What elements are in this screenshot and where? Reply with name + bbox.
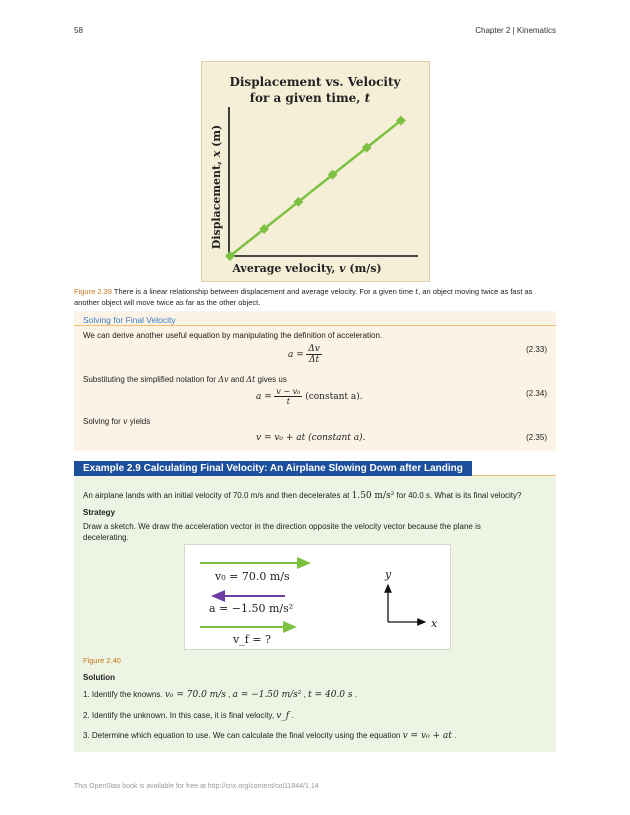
chapter-title: Chapter 2 | Kinematics xyxy=(475,26,556,35)
example-2-9 xyxy=(74,475,556,752)
x-axis-label: Average velocity, v (m/s) xyxy=(232,262,382,275)
displacement-velocity-chart xyxy=(202,62,429,281)
substitute-text: Substituting the simplified notation for Δv and Δt gives us xyxy=(83,375,287,384)
chart-title-line1: Displacement vs. Velocity xyxy=(229,75,401,89)
equation-2-35: v = v₀ + at (constant a). xyxy=(256,433,366,443)
final-velocity-box xyxy=(74,311,556,451)
solution-heading: Solution xyxy=(83,673,115,682)
y-axis-letter: y xyxy=(385,568,392,581)
problem-statement: An airplane lands with an initial velocity of 70.0 m/s and then decelerates at 1.50 m/s² for 40.0 s. What is its final velocity? xyxy=(83,491,522,501)
figure-2-39-caption: Figure 2.39 There is a linear relationship between displacement and average velocity. For a given time t, an object moving twice as fast as another object will move twice as far as the other object. xyxy=(74,287,533,307)
solution-step-1: 1. Identify the knowns. v₀ = 70.0 m/s , a = −1.50 m/s² , t = 40.0 s . xyxy=(83,690,357,700)
example-title: Example 2.9 Calculating Final Velocity: An Airplane Slowing Down after Landing xyxy=(74,461,472,476)
v0-label: v₀ = 70.0 m/s xyxy=(215,570,290,583)
x-axis-letter: x xyxy=(431,617,438,630)
data-series xyxy=(225,116,406,261)
page-number: 58 xyxy=(74,26,83,35)
figure-2-39 xyxy=(201,61,430,282)
footer-text: This OpenStax book is available for free at http://cnx.org/content/col11844/1.14 xyxy=(74,783,319,790)
series-line xyxy=(230,121,401,256)
y-axis-label: Displacement, x (m) xyxy=(210,124,223,250)
chart-title-line2: for a given time, t xyxy=(249,91,371,105)
figure-2-40 xyxy=(184,544,451,650)
solution-step-3: 3. Determine which equation to use. We can calculate the final velocity using the equation v = v₀ + at . xyxy=(83,731,457,741)
solving-text: Solving for v yields xyxy=(83,417,151,426)
eq-number-2-34: (2.34) xyxy=(526,389,547,398)
equation-2-34: a = $\frac{\text{v − v₀}}{t}$ (constant a). xyxy=(256,387,363,406)
eq-number-2-35: (2.35) xyxy=(526,433,547,442)
caption-label: Figure 2.39 xyxy=(74,287,112,296)
vector-sketch xyxy=(185,545,450,649)
figure-2-40-caption: Figure 2.40 xyxy=(83,656,121,665)
eq-number-2-33: (2.33) xyxy=(526,345,547,354)
box-intro: We can derive another useful equation by manipulating the definition of acceleration. xyxy=(83,331,383,340)
box-title: Solving for Final Velocity xyxy=(83,315,176,325)
box-rule xyxy=(74,325,556,326)
vf-label: v_f = ? xyxy=(233,633,271,646)
solution-step-2: 2. Identify the unknown. In this case, it is final velocity, v_f . xyxy=(83,711,294,721)
equation-2-33: a = $\frac{\Delta v}{\Delta t}$ xyxy=(288,344,320,365)
strategy-heading: Strategy xyxy=(83,508,116,517)
a-label: a = −1.50 m/s² xyxy=(209,602,294,615)
strategy-text: Draw a sketch. We draw the acceleration vector in the direction opposite the velocity vector because the plane is decelerating. xyxy=(83,522,481,542)
